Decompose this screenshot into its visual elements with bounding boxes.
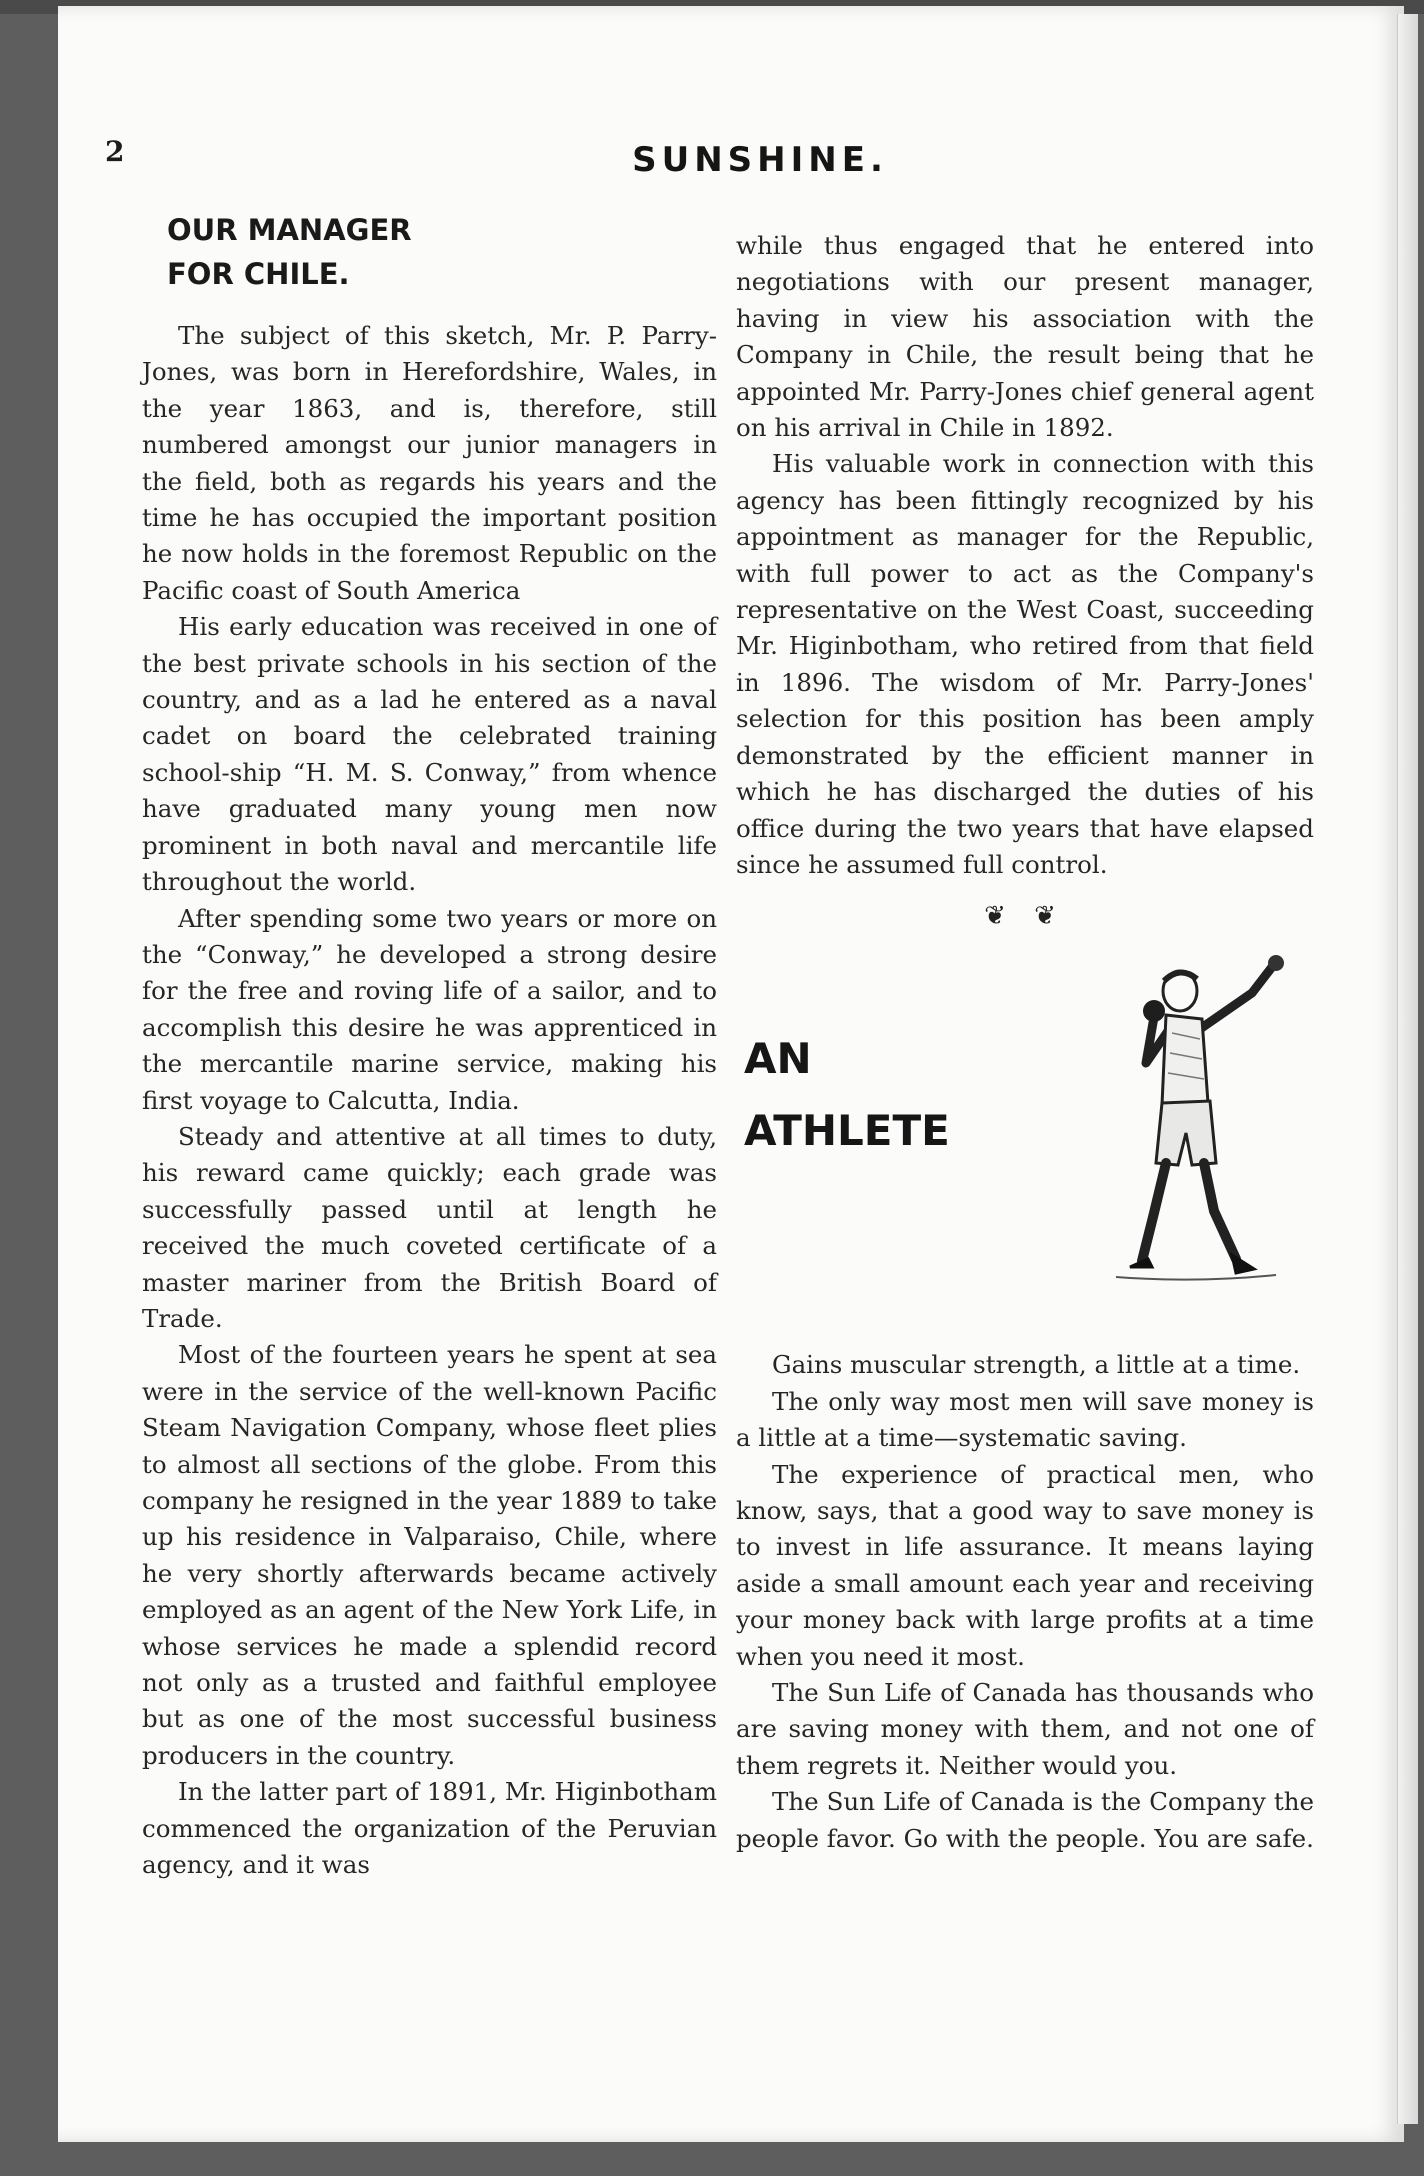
article-paragraph: In the latter part of 1891, Mr. Higinbotham commenced the organization of the Peruvian agency, and it was [142,1777,717,1880]
article-paragraph: After spending some two years or more on the “Conway,” he developed a strong desire for the free and roving life of a sailor, and to accomplish this desire he was apprenticed in the mercantile marine service, making his first voyage to Calcutta, India. [142,903,717,1115]
article-heading-line-1: OUR MANAGER [167,213,412,247]
page-number: 2 [105,135,125,168]
article-heading-line-2: FOR CHILE. [167,257,350,291]
athlete-paragraph: The experience of practical men, who know, says, that a good way to save money is to invest in life assurance. It means laying aside a small amount each year and receiving your money back with large profits at a time when you need it most. [736,1459,1314,1671]
athlete-heading-line-2: ATHLETE [744,1106,950,1156]
athlete-text [736,1347,1314,1857]
publication-title: SUNSHINE. [632,140,888,180]
left-column [142,208,717,1883]
article-paragraph: His valuable work in connection with this agency has been fittingly recognized by his appointment as manager for the Republic, with full power to act as the Company's representative on the West Coast, succeeding Mr. Higinbotham, who retired from that field in 1896. The wisdom of Mr. Parry-Jones' selection for this position has been amply demonstrated by the efficient manner in which he has discharged the duties of his office during the two years that have elapsed since he assumed full control. [736,449,1314,879]
article-paragraph: Steady and attentive at all times to duty, his reward came quickly; each grade was successfully passed until at length he received the much coveted certificate of a master mariner from the British Board of Trade. [142,1121,717,1333]
article-paragraph: Most of the fourteen years he spent at sea were in the service of the well-known Pacific Steam Navigation Company, whose fleet plies to almost all sections of the globe. From this company he resigned in the year 1889 to take up his residence in Valparaiso, Chile, where he very shortly afterwards became actively employed as an agent of the New York Life, in whose services he made a splendid record not only as a trusted and faithful employee but as one of the most successful business producers in the country. [142,1340,717,1770]
article-paragraph: His early education was received in one of the best private schools in his section of the country, and as a lad he entered as a naval cadet on board the celebrated training school-ship “H. M. S. Conway,” from whence have graduated many young men now prominent in both naval and mercantile life throughout the world. [142,612,717,897]
athlete-paragraph: The Sun Life of Canada has thousands who are saving money with them, and not one of them regrets it. Neither would you. [736,1677,1314,1780]
athlete-paragraph: Gains muscular strength, a little at a time. [772,1350,1301,1380]
article-heading [167,208,717,296]
athlete-illustration [1076,943,1316,1303]
ornament-divider: ❦ ❦ [984,901,1066,932]
athlete-section [736,935,1314,1345]
page-edge [1397,14,1418,2124]
athlete-paragraph: The only way most men will save money is a little at a time—systematic saving. [736,1386,1314,1453]
athlete-heading [744,1023,950,1167]
article-paragraph-continued: while thus engaged that he entered into negotiations with our present manager, having in view his association with the Company in Chile, the result being that he appointed Mr. Parry-Jones chief general agent on his arrival in Chile in 1892. [736,231,1314,443]
athlete-paragraph: The Sun Life of Canada is the Company the people favor. Go with the people. You are safe. [736,1787,1314,1853]
article-paragraph: The subject of this sketch, Mr. P. Parry-Jones, was born in Herefordshire, Wales, in the year 1863, and is, therefore, still numbered amongst our junior managers in the field, both as regards his years and the time he has occupied the important position he now holds in the foremost Republic on the Pacific coast of South America [142,321,717,605]
right-column [736,228,1314,1857]
athlete-heading-line-1: AN [744,1034,812,1084]
